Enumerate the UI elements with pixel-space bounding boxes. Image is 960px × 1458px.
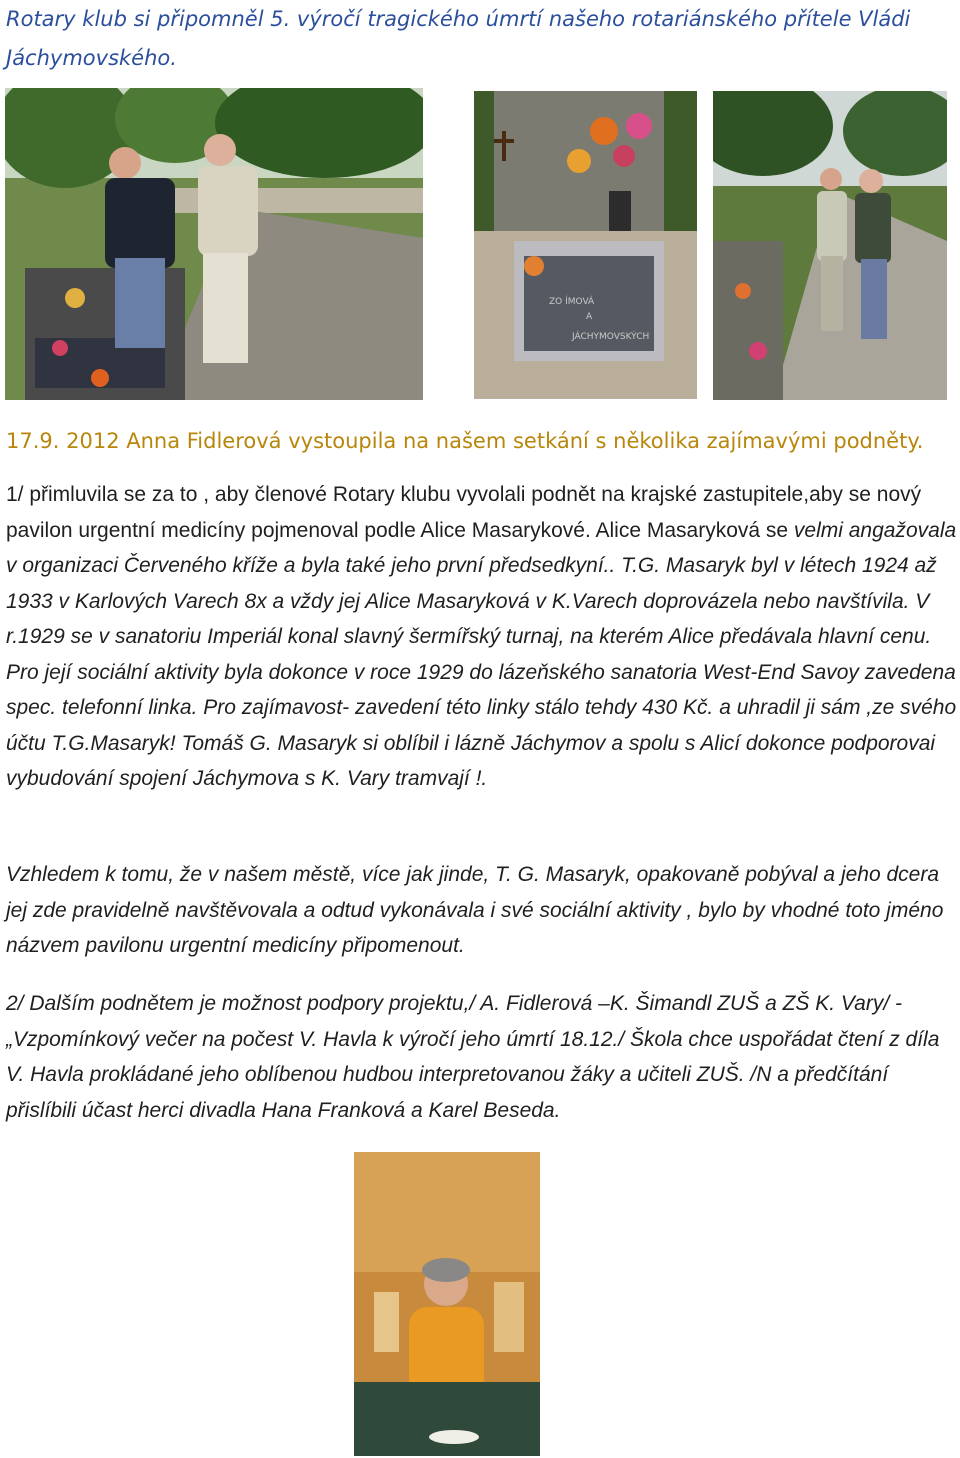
paragraph-havel-evening: 2/ Dalším podnětem je možnost podpory projektu,/ A. Fidlerová –K. Šimandl ZUŠ a ZŠ K. Vary/ - „Vzpomínkový večer na počest V. Havla k výročí jeho úmrtí 18.12./ Škola chce uspořádat čtení z díla V. Havla prokládané jeho oblíbenou hudbou interpretovanou žáky a učiteli ZUŠ. /N a předčítání přislíbili účast herci divadla Hana Franková a Karel Beseda. — [6, 992, 940, 1122]
paragraph-alice-masarykova — [6, 477, 960, 797]
gravestone-inscription-top: ZO ÍMOVÁ — [549, 297, 595, 307]
photo-cemetery-men — [5, 88, 423, 400]
article-title-line1: Rotary klub si připomněl 5. výročí tragického úmrtí našeho rotariánského přítele Vládi — [6, 7, 911, 31]
photo-anna-fidlerova — [354, 1152, 540, 1456]
gravestone-inscription-mid: A — [586, 312, 593, 322]
photo-cemetery-men-image — [5, 88, 423, 400]
meeting-intro: 17.9. 2012 Anna Fidlerová vystoupila na našem setkání s několika zajímavými podněty. — [6, 429, 924, 453]
paragraph-alice-masarykova-part1: 1/ přimluvila se za to , aby členové Rotary klubu vyvolali podnět na krajské zastupitele,aby se nový pavilon urgentní medicíny pojmenoval podle Alice Masarykové. Alice Masaryková se — [6, 483, 922, 542]
photo-cemetery-path — [713, 91, 947, 400]
article-title — [6, 0, 946, 78]
photo-gravestone-image — [474, 91, 697, 399]
photo-gravestone — [474, 91, 697, 399]
article-title-line2: Jáchymovského. — [6, 46, 177, 70]
paragraph-pavilion-naming: Vzhledem k tomu, že v našem městě, více jak jinde, T. G. Masaryk, opakovaně pobýval a jeho dcera jej zde pravidelně navštěvovala a odtud vykonávala i své sociální aktivity , bylo by vhodné toto jméno názvem pavilonu urgentní medicíny připomenout. — [6, 863, 944, 957]
photo-cemetery-path-image — [713, 91, 947, 400]
photo-anna-fidlerova-image — [354, 1152, 540, 1456]
gravestone-inscription-bottom: JÁCHYMOVSKÝCH — [572, 332, 650, 342]
paragraph-alice-masarykova-part2: velmi angažovala v organizaci Červeného kříže a byla také jeho první předsedkyní.. T.G. Masaryk byl v létech 1924 až 1933 v Karlových Varech 8x a vždy jej Alice Masaryková v K.Varech doprovázela nebo navštívila. V r.1929 se v sanatoriu Imperiál konal slavný šermířský turnaj, na kterém Alice předávala hlavní cenu. Pro její sociální aktivity byla dokonce v roce 1929 do lázeňského sanatoria West-End Savoy zavedena spec. telefonní linka. Pro zajímavost- zavedení této linky stálo tehdy 430 Kč. a uhradil ji sám ,ze svého účtu T.G.Masaryk! Tomáš G. Masaryk si oblíbil i lázně Jáchymov a spolu s Alicí dokonce podporovai vybudování spojení Jáchymova s K. Vary tramvají !. — [6, 518, 957, 790]
